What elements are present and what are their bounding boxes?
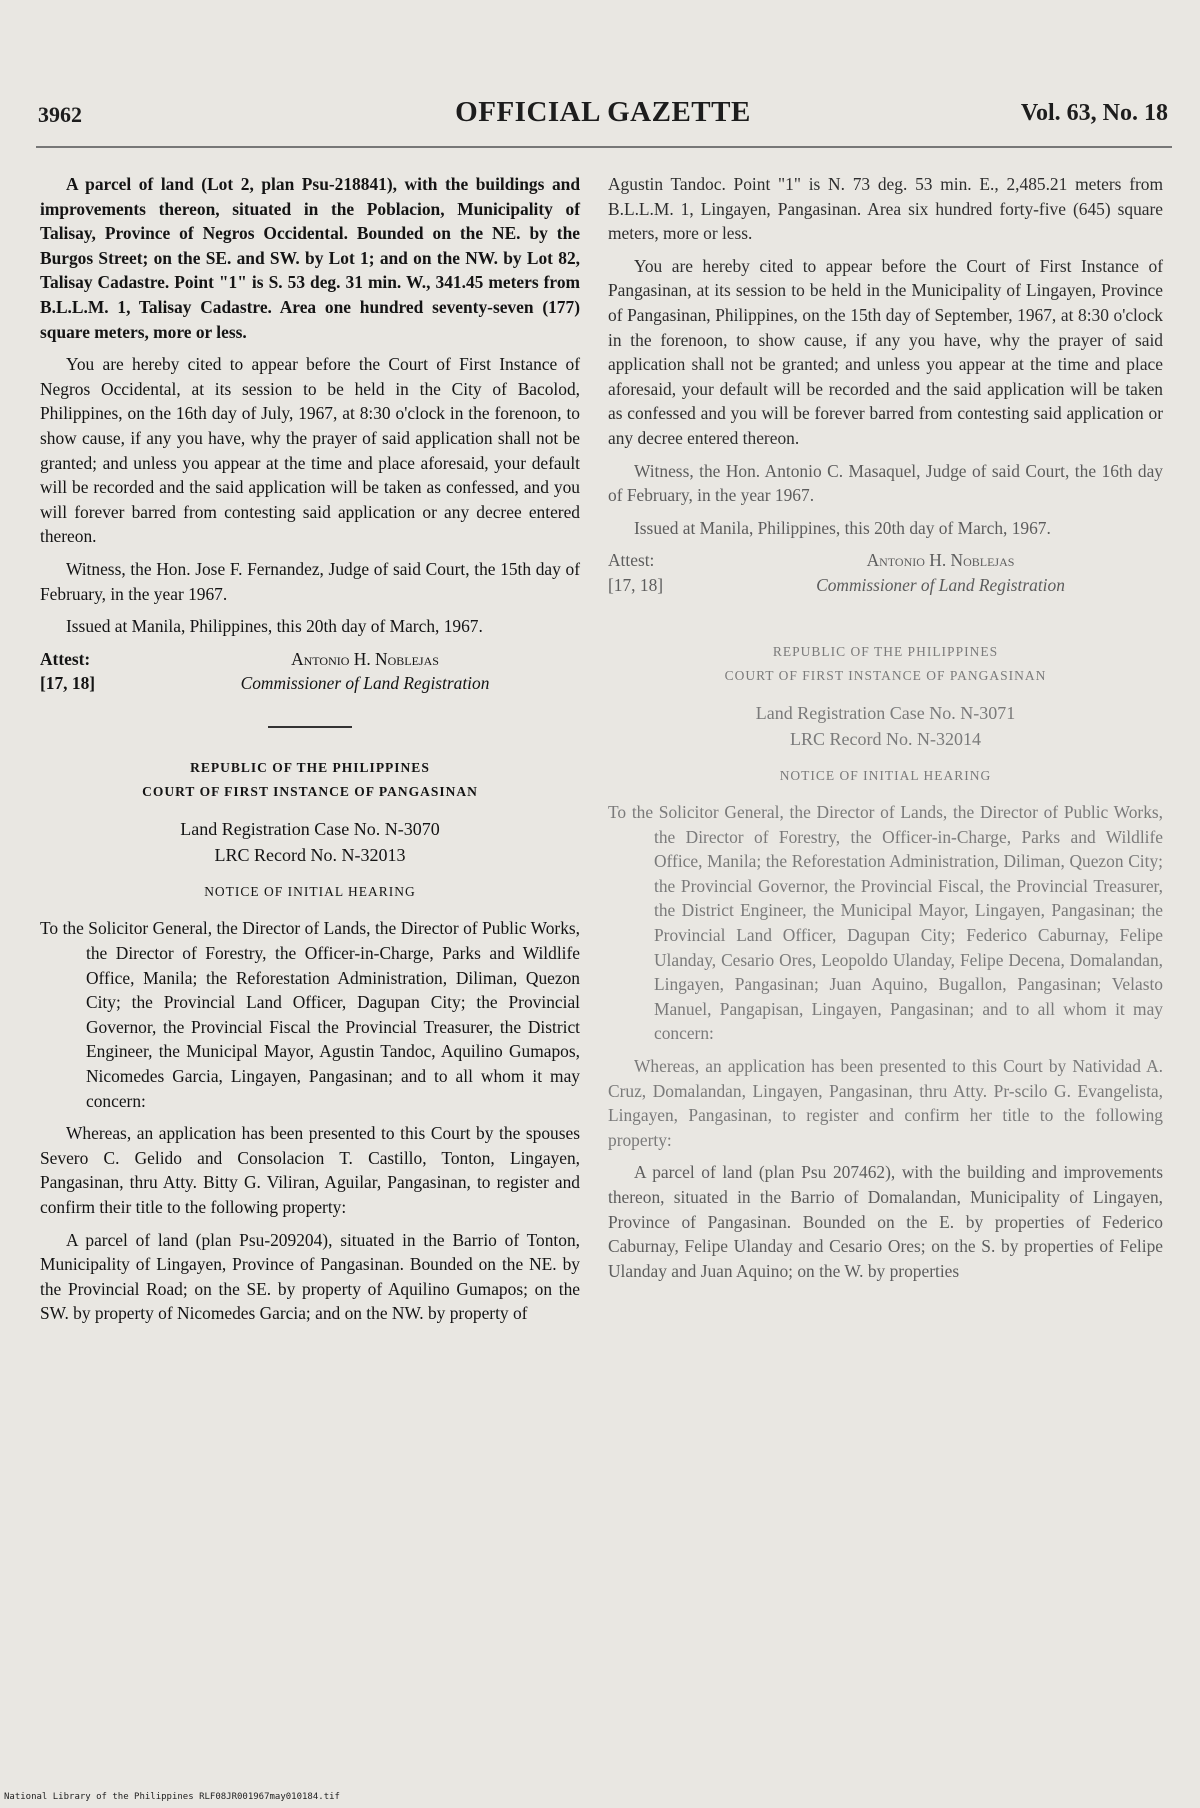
attest-title: Commissioner of Land Registration xyxy=(240,673,490,694)
attest-label: Attest: xyxy=(40,648,91,669)
notice2-case-number: Land Registration Case No. N-3070 xyxy=(180,818,440,839)
notice2-citation: You are hereby cited to appear before the Court of First Instance of Pangasinan, at its session to be held in the Municipality of Lingayen, Province of Pangasinan, Philippines, on the 15th day of September, 1967, at 8:30 o'clock in the forenoon, to show cause, if any you have, why the prayer of said application shall not be granted; and unless you appear at the time and place aforesaid, your default will be recorded and the said application will be taken as confessed and you will be forever barred from contesting said application or any decree entered thereon. xyxy=(608,255,1163,448)
attest-name: Antonio H. Noblejas xyxy=(866,550,1015,571)
notice2-parcel-continued: Agustin Tandoc. Point "1" is N. 73 deg. 53 min. E., 2,485.21 meters from B.L.L.M. 1, Lingayen, Pangasinan. Area six hundred forty-five (645) square meters, more or less. xyxy=(608,174,1163,244)
notice2-issued: Issued at Manila, Philippines, this 20th day of March, 1967. xyxy=(634,517,1051,538)
notice2-lrc-record: LRC Record No. N-32013 xyxy=(214,844,406,865)
notice3-republic: REPUBLIC OF THE PHILIPPINES xyxy=(772,643,999,659)
notice2-attestation xyxy=(608,548,1163,597)
header-rule xyxy=(36,146,1172,148)
notice2-republic: REPUBLIC OF THE PHILIPPINES xyxy=(190,759,430,775)
notice2-court: COURT OF FIRST INSTANCE OF PANGASINAN xyxy=(142,783,478,799)
notice2-addressees: To the Solicitor General, the Director of Lands, the Director of Public Works, the Director of Forestry, the Officer-in-Charge, Parks and Wildlife Office, Manila; the Reforestation Administration, Diliman, Quezon City; the Provincial Land Officer, Dagupan City; the Provincial Governor, the Provincial Fiscal the Provincial Treasurer, the District Engineer, the Municipal Mayor, Agustin Tandoc, Aquilino Gumapos, Nicomedes Garcia, Lingayen, Pangasinan; and to all whom it may concern: xyxy=(40,918,580,1111)
notice3-case-number: Land Registration Case No. N-3071 xyxy=(755,702,1016,723)
notice3-court: COURT OF FIRST INSTANCE OF PANGASINAN xyxy=(724,667,1047,683)
scan-source-footer: National Library of the Philippines RLF08JR001967may010184.tif xyxy=(4,1792,340,1802)
notice3-addressees: To the Solicitor General, the Director of Lands, the Director of Public Works, the Director of Forestry, the Officer-in-Charge, Parks and Wildlife Office, Manila; the Reforestation Administration, Diliman, Quezon City; the Provincial Governor, the Provincial Fiscal, the Provincial Treasurer, the District Engineer, the Municipal Mayor, Lingayen, Pangasinan; the Provincial Land Officer, Dagupan City; Federico Caburnay, Felipe Ulanday, Cesario Ores, Leopoldo Ulanday, Felipe Decena, Domalandan, Lingayen, Pangasinan; Juan Aquino, Bugallon, Pangasinan; Velasto Manuel, Pangapisan, Lingayen, Pangasinan; and to all whom it may concern: xyxy=(608,802,1163,1044)
attest-ref: [17, 18] xyxy=(40,673,96,694)
notice1-citation: You are hereby cited to appear before the Court of First Instance of Negros Occidental, at its session to be held in the City of Bacolod, Philippines, on the 16th day of July, 1967, at 8:30 o'clock in the forenoon, to show cause, if any you have, why the prayer of said application shall not be granted; and unless you appear at the time and place aforesaid, your default will be recorded and the said application will be taken as confessed, and you will forever barred from contesting said application or any decree entered thereon. xyxy=(40,354,580,547)
publication-title: OFFICIAL GAZETTE xyxy=(455,96,751,128)
notice2-witness: Witness, the Hon. Antonio C. Masaquel, Judge of said Court, the 16th day of February, in the year 1967. xyxy=(608,460,1163,506)
notice2-parcel: A parcel of land (plan Psu-209204), situated in the Barrio of Tonton, Municipality of Lingayen, Province of Pangasinan. Bounded on the NE. by the Provincial Road; on the SE. by property of Aquilino Gumapos; on the SW. by property of Nicomedes Garcia; and on the NW. by property of xyxy=(40,1229,580,1324)
attest-label: Attest: xyxy=(608,550,655,571)
notice1-issued: Issued at Manila, Philippines, this 20th day of March, 1967. xyxy=(66,616,483,637)
notice3-parcel: A parcel of land (plan Psu 207462), with the building and improvements thereon, situated in the Barrio of Domalandan, Municipality of Lingayen, Province of Pangasinan. Bounded on the E. by properties of Federico Caburnay, Felipe Ulanday and Cesario Ores; on the S. by properties of Felipe Ulanday and Juan Aquino; on the W. by properties xyxy=(608,1162,1163,1281)
notice3-whereas: Whereas, an application has been presented to this Court by Natividad A. Cruz, Domalandan, Lingayen, Pangasinan, thru Atty. Pr-scilo G. Evangelista, Lingayen, Pangasinan, to register and confirm her title to the following property: xyxy=(608,1056,1163,1150)
notice1-attestation xyxy=(40,647,580,696)
right-column xyxy=(608,172,1163,1291)
notice1-witness: Witness, the Hon. Jose F. Fernandez, Judge of said Court, the 15th day of February, in the year 1967. xyxy=(40,558,580,604)
left-column xyxy=(40,172,580,1334)
notice1-parcel-description: A parcel of land (Lot 2, plan Psu-218841), with the buildings and improvements thereon, situated in the Poblacion, Municipality of Talisay, Province of Negros Occidental. Bounded on the NE. by the Burgos Street; on the SE. and SW. by Lot 1; and on the NW. by Lot 82, Talisay Cadastre. Point "1" is S. 53 deg. 31 min. W., 341.45 meters from B.L.L.M. 1, Talisay Cadastre. Area one hundred seventy-seven (177) square meters, more or less. xyxy=(40,174,580,342)
notice2-heading: NOTICE OF INITIAL HEARING xyxy=(204,883,416,899)
volume-number: Vol. 63, No. 18 xyxy=(1020,100,1168,126)
attest-title: Commissioner of Land Registration xyxy=(816,574,1065,595)
attest-name: Antonio H. Noblejas xyxy=(291,648,439,669)
notice2-whereas: Whereas, an application has been presented to this Court by the spouses Severo C. Gelido and Consolacion T. Castillo, Tonton, Lingayen, Pangasinan, thru Atty. Bitty G. Viliran, Aguilar, Pangasinan, to register and confirm their title to the following property: xyxy=(40,1123,580,1217)
notice3-lrc-record: LRC Record No. N-32014 xyxy=(790,728,981,749)
notice3-heading: NOTICE OF INITIAL HEARING xyxy=(779,767,992,783)
attest-ref: [17, 18] xyxy=(608,574,664,595)
page-header xyxy=(38,94,1168,134)
page-number: 3962 xyxy=(38,102,82,127)
section-divider xyxy=(268,726,352,728)
